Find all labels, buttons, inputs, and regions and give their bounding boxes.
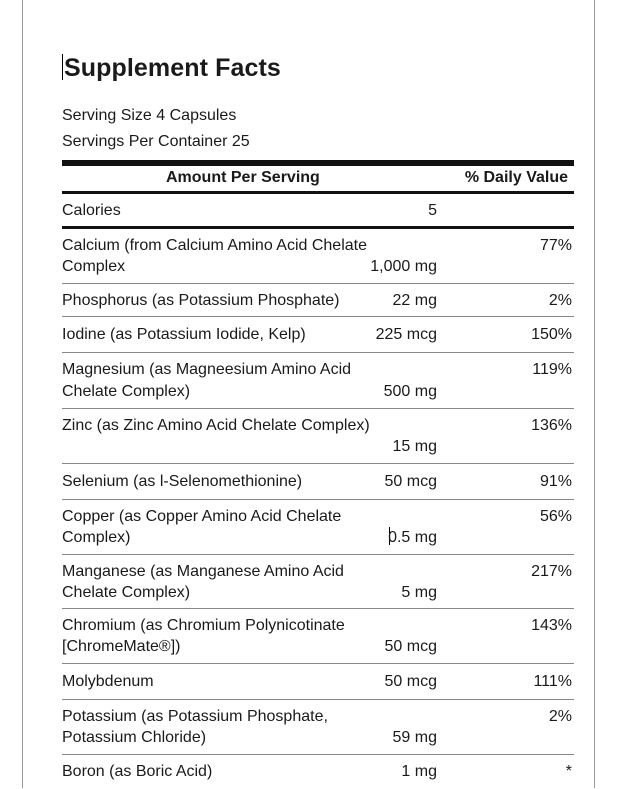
nutrient-row xyxy=(62,229,574,283)
nutrient-daily-value: 77% xyxy=(539,237,572,254)
nutrient-row xyxy=(62,352,574,409)
nutrient-name: Calcium (from Calcium Amino Acid Chelate xyxy=(62,237,367,254)
nutrient-row xyxy=(62,554,574,609)
nutrient-name-line2: Chelate Complex) xyxy=(62,383,191,400)
nutrient-amount: 1,000 mg xyxy=(370,258,437,275)
nutrient-name: Copper (as Copper Amino Acid Chelate xyxy=(62,508,342,525)
header-amount-per-serving: Amount Per Serving xyxy=(166,169,320,186)
nutrient-amount: 59 mg xyxy=(392,729,437,746)
nutrient-row xyxy=(62,699,574,755)
nutrient-amount: 15 mg xyxy=(392,438,437,455)
nutrient-row xyxy=(62,754,574,789)
nutrient-name-line2: Potassium Chloride) xyxy=(62,729,207,746)
nutrient-name-line2: [ChromeMate®]) xyxy=(62,638,181,655)
nutrient-row xyxy=(62,499,574,555)
calories-value: 5 xyxy=(428,202,437,219)
serving-size: Serving Size 4 Capsules xyxy=(62,107,237,124)
nutrient-amount[interactable]: 0.5 mg xyxy=(388,529,437,546)
nutrient-amount: 5 mg xyxy=(401,584,437,601)
nutrient-row xyxy=(62,663,574,700)
nutrient-row xyxy=(62,608,574,664)
nutrient-amount: 500 mg xyxy=(383,383,437,400)
calories-row xyxy=(62,194,574,226)
nutrient-amount: 22 mg xyxy=(392,292,437,309)
nutrient-amount: 1 mg xyxy=(401,763,437,780)
nutrient-amount: 225 mcg xyxy=(375,326,437,343)
nutrient-daily-value: 91% xyxy=(539,473,572,490)
nutrient-row xyxy=(62,283,574,317)
nutrient-daily-value: 217% xyxy=(531,563,572,580)
nutrient-amount: 50 mcg xyxy=(384,638,437,655)
nutrient-name: Iodine (as Potassium Iodide, Kelp) xyxy=(62,326,306,343)
nutrient-row xyxy=(62,463,574,500)
nutrient-daily-value: 2% xyxy=(548,292,572,309)
nutrient-name: Zinc (as Zinc Amino Acid Chelate Complex) xyxy=(62,417,370,434)
nutrient-name: Selenium (as l-Selenomethionine) xyxy=(62,473,303,490)
nutrient-daily-value: 119% xyxy=(532,361,572,378)
nutrient-daily-value: 143% xyxy=(531,617,572,634)
nutrient-name: Molybdenum xyxy=(62,673,154,690)
nutrient-name: Chromium (as Chromium Polynicotinate xyxy=(62,617,345,634)
nutrient-name: Magnesium (as Magneesium Amino Acid xyxy=(62,361,352,378)
label-title[interactable]: Supplement Facts xyxy=(64,54,281,82)
nutrient-name: Manganese (as Manganese Amino Acid xyxy=(62,563,344,580)
nutrient-name-line2: Complex xyxy=(62,258,126,275)
nutrient-daily-value: 56% xyxy=(539,508,572,525)
nutrient-amount: 50 mcg xyxy=(384,673,437,690)
nutrient-row xyxy=(62,316,574,353)
calories-label: Calories xyxy=(62,202,121,219)
nutrient-name: Boron (as Boric Acid) xyxy=(62,763,213,780)
nutrient-name-line2: Chelate Complex) xyxy=(62,584,191,601)
nutrient-daily-value: 2% xyxy=(548,708,572,725)
nutrient-amount: 50 mcg xyxy=(384,473,437,490)
nutrient-daily-value: * xyxy=(565,763,572,780)
nutrient-daily-value: 150% xyxy=(531,326,572,343)
header-daily-value: % Daily Value xyxy=(464,169,568,186)
nutrient-name: Phosphorus (as Potassium Phosphate) xyxy=(62,292,340,309)
servings-per-container: Servings Per Container 25 xyxy=(62,133,250,150)
table-header xyxy=(62,169,574,191)
thick-rule xyxy=(62,160,574,166)
nutrient-name: Potassium (as Potassium Phosphate, xyxy=(62,708,328,725)
text-cursor xyxy=(62,54,63,80)
nutrient-daily-value: 136% xyxy=(531,417,572,434)
nutrient-daily-value: 111% xyxy=(533,673,572,690)
nutrient-row xyxy=(62,408,574,464)
nutrient-name-line2: Complex) xyxy=(62,529,131,546)
